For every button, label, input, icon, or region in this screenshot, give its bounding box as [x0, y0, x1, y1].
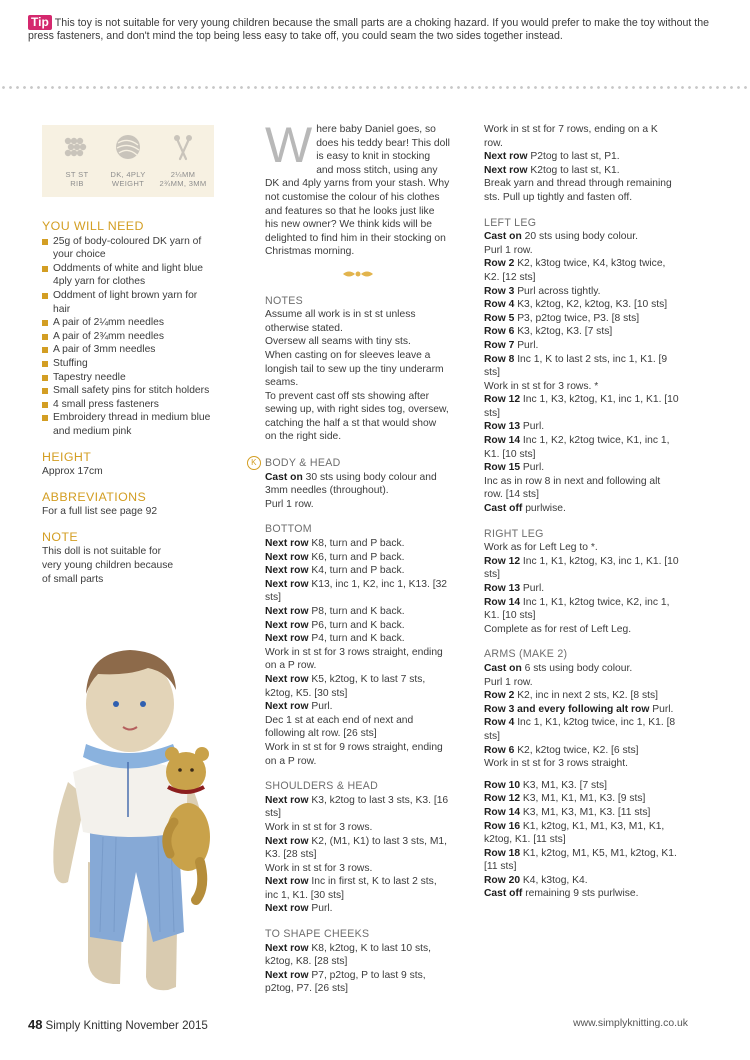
instruction-row	[484, 792, 679, 806]
row-label: Cast off	[484, 888, 523, 900]
instruction-row	[484, 744, 679, 758]
note-text: This doll is not suitable for very young children because of small parts	[42, 546, 174, 585]
instruction-row	[265, 537, 450, 551]
row-text: K2, k3tog twice, K4, k3tog twice, K2. [12 sts]	[484, 258, 666, 283]
list-item: 4 small press fasteners	[42, 398, 214, 412]
row-text: Inc 1, K to last 2 sts, inc 1, K1. [9 sts]	[484, 353, 668, 379]
row-label: Row 3	[484, 285, 515, 297]
instruction-row	[484, 887, 679, 901]
row-text: K3, k2tog, K2, k2tog, K3. [10 sts]	[514, 299, 668, 311]
instruction-row	[484, 541, 679, 555]
list-item: Tapestry needle	[42, 371, 214, 385]
row-label: Row 4	[484, 717, 515, 729]
instruction-row	[265, 714, 450, 741]
drop-cap: W	[265, 117, 313, 173]
row-text: Inc in first st, K to last 2 sts, inc 1, K1. [30 sts]	[265, 876, 437, 901]
instruction-row	[484, 779, 679, 793]
row-text: K3, M1, K3. [7 sts]	[520, 779, 608, 791]
instruction-row	[265, 564, 450, 578]
list-item: Oddment of light brown yarn for hair	[42, 289, 214, 316]
row-text: P3, p2tog twice, P3. [8 sts]	[514, 312, 640, 324]
row-text: P8, turn and K back.	[308, 606, 405, 617]
row-text: Inc 1, K1, k2tog twice, inc 1, K1. [8 sts]	[484, 717, 676, 742]
row-text: 6 sts using body colour.	[521, 662, 633, 674]
row-text: K1, k2tog, M1, K5, M1, k2tog, K1. [11 sts]	[484, 847, 677, 873]
instruction-row	[484, 662, 679, 676]
row-text: Purl.	[514, 339, 539, 351]
list-item: A pair of 3mm needles	[42, 343, 214, 357]
row-text: K2, (M1, K1) to last 3 sts, M1, K3. [28 sts]	[265, 835, 447, 861]
instruction-row	[484, 689, 679, 703]
row-text: P6, turn and K back.	[308, 619, 405, 631]
website-url: www.simplyknitting.co.uk	[573, 1018, 688, 1029]
row-label: Row 6	[484, 326, 515, 338]
row-label: Next row	[265, 969, 309, 981]
row-text: K2tog to last st, K1.	[527, 164, 620, 176]
notes-line: Assume all work is in st st unless otherwise stated.	[265, 309, 416, 334]
list-item: 25g of body-coloured DK yarn of your choice	[42, 235, 214, 262]
left-leg-rows	[484, 230, 679, 515]
yarn-ball-icon	[114, 133, 142, 161]
instruction-row	[484, 582, 679, 596]
row-text: Work in st st for 3 rows. *	[484, 380, 599, 392]
needles-icon	[169, 133, 197, 161]
instruction-row	[484, 716, 679, 743]
instruction-row	[484, 298, 679, 312]
instruction-row	[265, 632, 450, 646]
row-label: Next row	[265, 903, 309, 915]
instruction-row	[484, 847, 679, 874]
instruction-row	[484, 461, 679, 475]
doll-illustration	[28, 632, 233, 1002]
instruction-row	[484, 150, 679, 164]
row-label: Row 10	[484, 779, 521, 791]
instruction-row	[265, 673, 450, 700]
instruction-row	[265, 794, 450, 821]
cheeks-rows	[265, 942, 450, 996]
instruction-row	[484, 123, 679, 150]
row-label: Row 12	[484, 394, 521, 406]
row-text: Purl.	[649, 703, 674, 715]
instruction-row	[484, 339, 679, 353]
row-text: Purl.	[308, 701, 333, 713]
pattern-column-3	[484, 123, 679, 901]
instruction-row	[484, 285, 679, 299]
stitch-info	[52, 133, 102, 188]
instruction-row	[484, 325, 679, 339]
instruction-row	[265, 875, 450, 902]
instruction-row	[265, 902, 450, 916]
row-text: Purl.	[520, 462, 545, 474]
body-cast-on: Cast on 30 sts using body colour and 3mm needles (throughout).	[265, 471, 437, 497]
body-head-heading: K BODY & HEAD	[265, 456, 450, 471]
row-text: K6, turn and P back.	[308, 551, 405, 563]
instruction-row	[484, 502, 679, 516]
materials-list	[42, 235, 214, 439]
row-label: Next row	[265, 942, 309, 954]
instruction-row	[484, 874, 679, 888]
bottom-rows	[265, 537, 450, 768]
notes-line: To prevent cast off sts showing after sewing up, with right sides tog, oversew, catching the half a st that would show on the right side.	[265, 390, 449, 443]
instruction-row	[265, 741, 450, 768]
row-text: Work as for Left Leg to *.	[484, 542, 598, 554]
instruction-row	[265, 942, 450, 969]
arms-rows-continued	[484, 779, 679, 901]
notes-line: Oversew all seams with tiny sts.	[265, 336, 411, 348]
row-label: Cast off	[484, 503, 523, 515]
row-text: K4, k3tog, K4.	[520, 874, 588, 886]
height-text: Approx 17cm	[42, 466, 103, 478]
row-text: P4, turn and K back.	[308, 633, 405, 645]
row-text: Work in st st for 3 rows straight.	[484, 758, 629, 770]
row-text: Inc as in row 8 in next and following alt row. [14 sts]	[484, 475, 661, 501]
instruction-row	[484, 555, 679, 582]
row-text: Inc 1, K1, k2tog, K3, inc 1, K1. [10 sts]	[484, 555, 679, 581]
footer-left	[28, 1017, 208, 1032]
needles-info	[154, 133, 212, 188]
instruction-row	[484, 380, 679, 394]
row-label: Next row	[265, 794, 309, 806]
row-label: Row 14	[484, 596, 521, 608]
pattern-column-2	[251, 117, 450, 996]
instruction-row	[484, 596, 679, 623]
row-label: Next row	[265, 578, 309, 590]
row-text: K3, k2tog to last 3 sts, K3. [16 sts]	[265, 794, 449, 820]
row-text: Dec 1 st at each end of next and following alt row. [26 sts]	[265, 714, 414, 740]
page-number: 48	[28, 1017, 43, 1032]
tip-text: This toy is not suitable for very young children because the small parts are a choking hazard. If you would prefer to make the toy without the press fasteners, and don't mind the top being less easy to take off, you could seam the two sides together instead.	[28, 17, 709, 43]
row-text: K13, inc 1, K2, inc 1, K13. [32 sts]	[265, 578, 448, 604]
arms-rows	[484, 662, 679, 771]
row-label: Row 12	[484, 555, 521, 567]
note-heading: NOTE	[42, 529, 79, 544]
cheeks-heading: TO SHAPE CHEEKS	[265, 928, 370, 941]
row-label: Next row	[265, 565, 309, 577]
row-label: Next row	[265, 538, 309, 550]
ornament-divider	[265, 269, 450, 283]
intro	[265, 117, 450, 259]
row-text: Purl.	[308, 903, 333, 915]
row-text: remaining 9 sts purlwise.	[522, 888, 639, 900]
row-text: K5, k2tog, K to last 7 sts, k2tog, K5. [30 sts]	[265, 673, 426, 699]
instruction-row	[265, 646, 450, 673]
instruction-row	[484, 177, 679, 204]
row-label: Next row	[265, 701, 309, 713]
row-text: K3, M1, K3, M1, K3. [11 sts]	[520, 806, 651, 818]
row-label: Next row	[265, 619, 309, 631]
instruction-row	[265, 578, 450, 605]
instruction-row	[484, 257, 679, 284]
bottom-heading: BOTTOM	[265, 523, 312, 536]
row-label: Row 8	[484, 353, 515, 365]
row-text: K3, M1, K1, M1, K3. [9 sts]	[520, 793, 646, 805]
body-purl: Purl 1 row.	[265, 498, 314, 510]
row-label: Next row	[265, 673, 309, 685]
instruction-row	[484, 312, 679, 326]
row-text: purlwise.	[522, 503, 566, 515]
info-box	[42, 125, 214, 197]
instruction-row	[484, 353, 679, 380]
row-text: Work in st st for 7 rows, ending on a K row.	[484, 124, 658, 149]
shoulders-heading: SHOULDERS & HEAD	[265, 780, 379, 793]
yarn-text: DK, 4PLY WEIGHT	[110, 169, 146, 188]
row-text: K2, k2tog twice, K2. [6 sts]	[514, 744, 639, 756]
row-label: Next row	[265, 835, 309, 847]
row-label: Cast on	[484, 231, 522, 243]
row-text: Purl 1 row.	[484, 676, 533, 688]
row-text: 20 sts using body colour.	[521, 231, 638, 243]
row-label: Row 6	[484, 744, 515, 756]
instruction-row	[265, 862, 450, 876]
row-label: Next row	[484, 151, 528, 163]
instruction-row	[484, 393, 679, 420]
left-leg-heading: LEFT LEG	[484, 216, 537, 229]
abbreviations-heading: ABBREVIATIONS	[42, 489, 147, 504]
row-label: Row 2	[484, 258, 515, 270]
row-label: Row 2	[484, 690, 515, 702]
instruction-row	[265, 551, 450, 565]
instruction-row	[484, 820, 679, 847]
head-continuation-rows	[484, 123, 679, 205]
instruction-row	[484, 230, 679, 244]
row-label: Row 15	[484, 462, 521, 474]
row-label: Next row	[484, 164, 528, 176]
instruction-row	[484, 164, 679, 178]
row-label: Cast on	[484, 662, 522, 674]
list-item: Stuffing	[42, 357, 214, 371]
instruction-row	[265, 619, 450, 633]
row-label: Row 14	[484, 435, 521, 447]
row-text: Complete as for rest of Left Leg.	[484, 623, 632, 635]
row-text: Purl across tightly.	[514, 285, 601, 297]
row-label: Row 18	[484, 847, 521, 859]
row-text: K8, k2tog, K to last 10 sts, k2tog, K8. [28 sts]	[265, 942, 431, 968]
row-label: Row 20	[484, 874, 521, 886]
row-label: Row 4	[484, 299, 515, 311]
list-item: A pair of 2¾mm needles	[42, 330, 214, 344]
instruction-row	[484, 623, 679, 637]
notes-heading: NOTES	[265, 294, 303, 307]
instruction-row	[484, 676, 679, 690]
row-label: Row 16	[484, 820, 521, 832]
row-label: Next row	[265, 606, 309, 617]
instruction-row	[265, 605, 450, 619]
row-text: Purl.	[520, 421, 545, 433]
shoulders-rows	[265, 794, 450, 916]
row-text: K3, k2tog, K3. [7 sts]	[514, 326, 613, 338]
instruction-row	[265, 835, 450, 862]
row-label: Row 13	[484, 583, 521, 594]
row-text: K8, turn and P back.	[308, 538, 405, 550]
sidebar-column	[42, 125, 214, 586]
instruction-row	[265, 821, 450, 835]
stitch-text: ST ST RIB	[65, 169, 89, 188]
row-label: Next row	[265, 551, 309, 563]
row-label: Row 13	[484, 421, 521, 433]
row-label: Row 14	[484, 806, 521, 818]
row-text: Work in st st for 3 rows.	[265, 862, 373, 874]
instruction-row	[484, 806, 679, 820]
ornament-icon	[341, 269, 375, 279]
list-item: Embroidery thread in medium blue and medium pink	[42, 411, 214, 438]
spacer	[484, 771, 679, 779]
row-text: Break yarn and thread through remaining sts. Pull up tightly and fasten off.	[484, 178, 672, 203]
row-text: Inc 1, K1, k2tog twice, K2, inc 1, K1. [10 sts]	[484, 596, 670, 622]
needles-text: 2¼MM 2¾MM, 3MM	[159, 169, 207, 188]
row-text: Purl.	[520, 583, 545, 594]
row-text: Inc 1, K2, k2tog twice, K1, inc 1, K1. [10 sts]	[484, 435, 670, 460]
row-text: P7, p2tog, P to last 9 sts, p2tog, P7. [26 sts]	[265, 969, 426, 995]
instruction-row	[265, 700, 450, 714]
right-leg-rows	[484, 541, 679, 636]
knit-k-icon: K	[247, 456, 261, 470]
list-item: Small safety pins for stitch holders	[42, 384, 214, 398]
magazine-title: Simply Knitting November 2015	[45, 1019, 208, 1032]
instruction-row	[484, 420, 679, 434]
dotted-divider	[0, 85, 750, 90]
yarn-info	[103, 133, 153, 188]
row-text: Purl 1 row.	[484, 244, 533, 256]
instruction-row	[484, 757, 679, 771]
tip-box	[28, 15, 728, 44]
height-heading: HEIGHT	[42, 449, 92, 464]
instruction-row	[484, 703, 679, 717]
tip-label: Tip	[28, 15, 52, 30]
row-text: Inc 1, K3, k2tog, K1, inc 1, K1. [10 sts]	[484, 394, 679, 419]
right-leg-heading: RIGHT LEG	[484, 527, 544, 540]
instruction-row	[484, 434, 679, 461]
row-label: Row 12	[484, 793, 521, 805]
row-label: Next row	[265, 633, 309, 645]
row-label: Next row	[265, 876, 309, 888]
you-will-need-heading: YOU WILL NEED	[42, 219, 144, 233]
list-item: A pair of 2¼mm needles	[42, 316, 214, 330]
abbreviations-text: For a full list see page 92	[42, 506, 158, 518]
intro-text: here baby Daniel goes, so does his teddy bear! This doll is easy to knit in stocking and moss stitch, using any DK and 4ply yarns from your stash. Why not customise the colour of his clothes and features so that he looks just like his new owner? We think kids will be delighted to find him in their stocking on Christmas morning.	[265, 124, 450, 258]
arms-heading: ARMS (MAKE 2)	[484, 648, 568, 661]
row-text: K1, k2tog, K1, M1, K3, M1, K1, k2tog, K1. [11 sts]	[484, 820, 665, 846]
instruction-row	[484, 475, 679, 502]
stitch-icon	[63, 133, 91, 161]
row-label: Row 7	[484, 339, 515, 351]
row-text: Work in st st for 3 rows straight, ending on a P row.	[265, 646, 443, 672]
row-text: Work in st st for 9 rows straight, ending on a P row.	[265, 741, 443, 767]
row-text: K2, inc in next 2 sts, K2. [8 sts]	[514, 690, 658, 702]
instruction-row	[484, 244, 679, 258]
row-text: K4, turn and P back.	[308, 565, 405, 577]
row-text: P2tog to last st, P1.	[527, 151, 620, 163]
row-text: Work in st st for 3 rows.	[265, 821, 373, 833]
row-label: Row 5	[484, 312, 515, 324]
row-label: Row 3 and every following alt row	[484, 703, 650, 715]
list-item: Oddments of white and light blue 4ply yarn for clothes	[42, 262, 214, 289]
instruction-row	[265, 969, 450, 996]
notes-line: When casting on for sleeves leave a longish tail to sew up the tiny underarm seams.	[265, 349, 444, 389]
